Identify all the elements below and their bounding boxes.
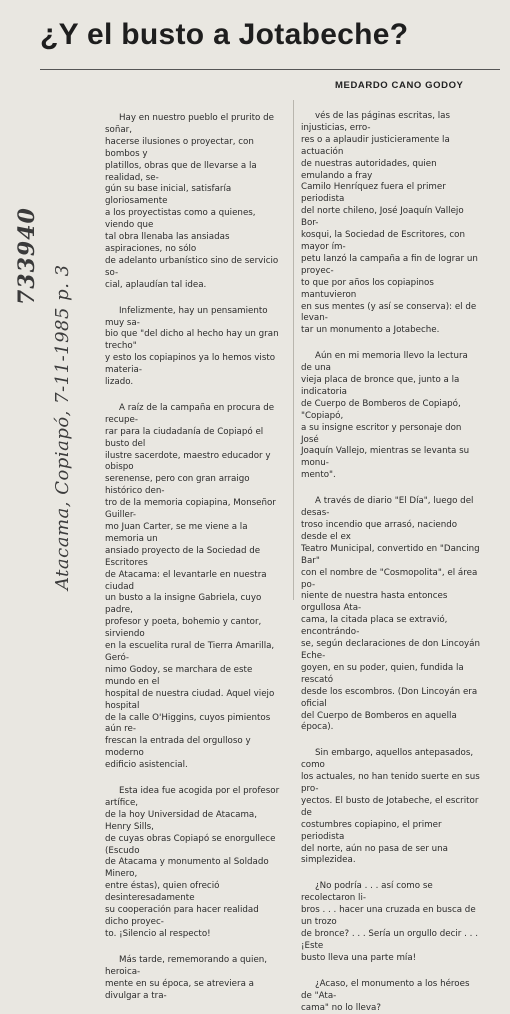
handwritten-catalog-code: 733940: [14, 207, 40, 305]
paragraph: A raíz de la campaña en procura de recupe- rar para la ciudadanía de Copiapó el busto del ilustre sacerdote, maestro educador y obispo serenense, pero con gran arraigo histórico den- tro de la memoria copiapina, Monseñor Guiller- mo Juan Carter, se me viene a la memoria un ansiado proyecto de la Sociedad de Escritores de Atacama: el levantarle en nuestra ciudad un busto a la insigne Gabriela, cuyo padre, profesor y poeta, bohemio y cantor, sirviendo en la escuelita rural de Tierra Amarilla, Geró- nimo Godoy, se marchara de este mundo en el hospital de nuestra ciudad. Aquel viejo hospital de la calle O'Higgins, cuyos pimientos aún re- frescan la entrada del orgulloso y moderno edificio asistencial.: [105, 402, 276, 771]
article-column-left: [105, 113, 284, 1001]
paragraph: Esta idea fue acogida por el profesor artífice, de la hoy Universidad de Atacama, Henry Sills, de cuyas obras Copiapó se enorgullece (Escudo de Atacama y monumento al Soldado Minero, entre éstas), quien ofreció desinteresadamente su cooperación para hacer realidad dicho proyec- to. ¡Silencio al respecto!: [105, 786, 280, 939]
title-rule: [40, 69, 500, 70]
paragraph: Hay en nuestro pueblo el prurito de soñar, hacerse ilusiones o proyectar, con bombos y platillos, obras que de llevarse a la realidad, se- gún su base inicial, satisfaría gloriosamente a los proyectistas como a quienes, viendo que tal obra llenaba las ansiadas aspiraciones, no sólo de adelanto urbanístico sino de servicio so- cial, aplaudían tal idea.: [105, 113, 279, 290]
paragraph: vés de las páginas escritas, las injusticias, erro- res o a aplaudir justicieramente la actuación de nuestras autoridades, quien emulando a fray Camilo Henríquez fuera el primer periodista del norte chileno, José Joaquín Vallejo Bor- kosqui, la Sociedad de Escritores, con mayor ím- petu lanzó la campaña a fin de lograr un proyec- to que por años los copiapinos mantuvieron en sus mentes (y así se conserva): el de levan- tar un monumento a Jotabeche.: [301, 111, 478, 336]
article-column-right: [301, 111, 481, 1013]
paragraph: Sin embargo, aquellos antepasados, como los actuales, no han tenido suerte en sus pro- yectos. El busto de Jotabeche, el escritor de costumbres copiapino, el primer periodista del norte, aún no pasa de ser una simplezidea.: [301, 748, 480, 866]
paragraph: Aún en mi memoria llevo la lectura de una vieja placa de bronce que, junto a la indicatoria de Cuerpo de Bomberos de Copiapó, "Copiapó, a su insigne escritor y personaje don José Joaquín Vallejo, mientras se levanta su monu- mento".: [301, 351, 470, 481]
paragraph: ¿Acaso, el monumento a los héroes de "Ata- cama" no lo lleva?: [301, 978, 470, 1013]
paragraph: Más tarde, rememorando a quien, heroica- mente en su época, se atreviera a divulgar a tra-: [105, 954, 268, 1001]
column-divider: [293, 100, 294, 600]
paragraph: A través de diario "El Día", luego del desas- troso incendio que arrasó, naciendo desde el ex Teatro Municipal, convertido en "Dancing Bar" con el nombre de "Cosmopolita", el área po- niente de nuestra hasta entonces orgullosa Ata- cama, la citada placa se extravió, encontrándo- se, según declaraciones de don Lincoyán Eche- goyen, en su poder, quien, fundida la rescató desde los escombros. (Don Lincoyán era oficial del Cuerpo de Bomberos en aquella época).: [301, 496, 481, 733]
handwritten-source-note: Atacama, Copiapó, 7-11-1985 p. 3: [52, 264, 73, 590]
paragraph: Infelizmente, hay un pensamiento muy sa- bio que "del dicho al hecho hay un gran trecho" y esto los copiapinos ya lo hemos visto materia- lizado.: [105, 305, 279, 388]
article-title: ¿Y el busto a Jotabeche?: [40, 18, 409, 51]
paragraph: ¿No podría . . . así como se recolectaron li- bros . . . hacer una cruzada en busca de un trozo de bronce? . . . Sería un orgullo decir . . . ¡Este busto lleva una parte mía!: [301, 881, 478, 963]
article-author: MEDARDO CANO GODOY: [335, 80, 464, 91]
